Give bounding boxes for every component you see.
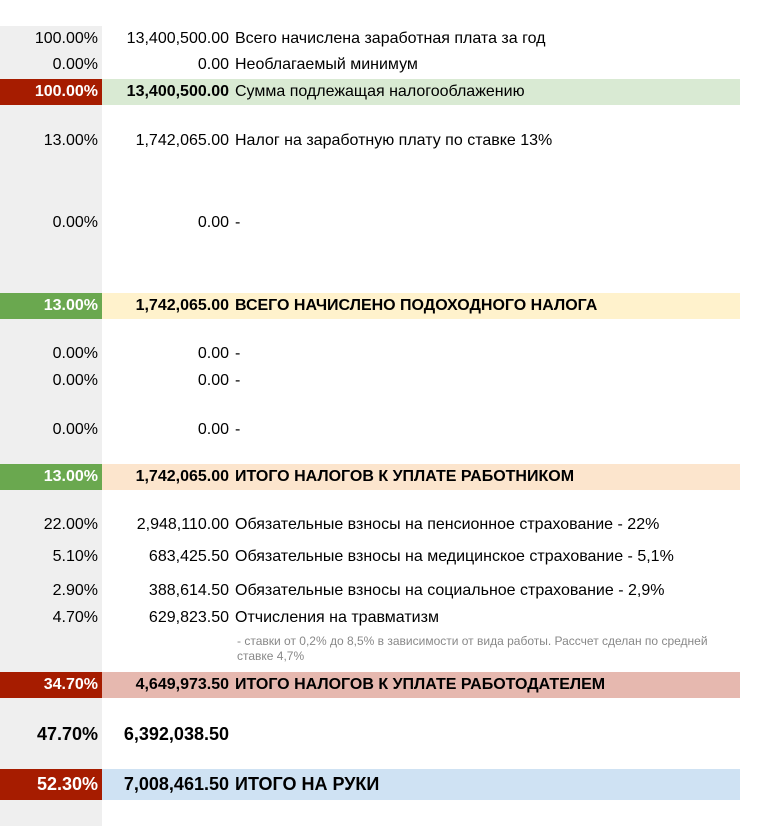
amount-cell: 7,008,461.50: [102, 769, 233, 800]
percent-cell: 100.00%: [34, 30, 98, 47]
row-empty-item: [0, 341, 740, 367]
amount-cell: 0.00: [197, 421, 229, 438]
label-cell: -: [235, 421, 241, 438]
label-cell: ИТОГО НА РУКИ: [233, 769, 740, 800]
row-empty-item: [0, 417, 740, 443]
percent-cell: 13.00%: [0, 293, 102, 319]
row-pension-contributions: [0, 512, 740, 538]
amount-cell: 0.00: [197, 372, 229, 389]
amount-cell: 683,425.50: [148, 548, 229, 565]
row-empty-item: [0, 210, 740, 236]
amount-cell: 0.00: [197, 345, 229, 362]
percent-cell: 22.00%: [43, 516, 98, 533]
row-tax-free-minimum: [0, 52, 740, 78]
label-cell: ИТОГО НАЛОГОВ К УПЛАТЕ РАБОТОДАТЕЛЕМ: [233, 672, 740, 698]
row-social-contributions: [0, 578, 740, 604]
amount-cell: 1,742,065.00: [102, 293, 233, 319]
row-total-income-tax: [0, 293, 740, 319]
row-taxable-sum: [0, 79, 740, 105]
percent-cell: 13.00%: [0, 464, 102, 490]
row-salary-tax-13: [0, 128, 740, 154]
percent-cell: 0.00%: [52, 214, 98, 231]
row-total-taxes: [0, 720, 740, 748]
amount-cell: 2,948,110.00: [136, 516, 229, 533]
percent-cell: 5.10%: [52, 548, 98, 565]
injury-rate-note: - ставки от 0,2% до 8,5% в зависимости от вида работы. Рассчет сделан по средней ставке 4,7%: [237, 634, 708, 663]
row-net-pay: [0, 769, 740, 800]
percent-cell: 52.30%: [0, 769, 102, 800]
amount-cell: 13,400,500.00: [102, 79, 233, 105]
row-gross-salary: [0, 26, 740, 52]
amount-cell: 388,614.50: [148, 582, 229, 599]
amount-cell: 13,400,500.00: [126, 30, 229, 47]
amount-cell: 0.00: [197, 214, 229, 231]
label-cell: Отчисления на травматизм: [235, 609, 439, 626]
percent-cell: 47.70%: [36, 723, 98, 744]
label-cell: [233, 720, 740, 748]
row-injury-contributions: [0, 605, 740, 631]
amount-cell: 629,823.50: [148, 609, 229, 626]
label-cell: Необлагаемый минимум: [235, 56, 418, 73]
label-cell: Обязательные взносы на медицинское страхование - 5,1%: [235, 548, 674, 565]
percent-cell: 0.00%: [52, 56, 98, 73]
label-cell: Сумма подлежащая налогооблажению: [233, 79, 740, 105]
row-empty-item: [0, 368, 740, 394]
amount-cell: 1,742,065.00: [102, 464, 233, 490]
percent-cell: 0.00%: [52, 421, 98, 438]
amount-cell: 0.00: [197, 56, 229, 73]
row-total-employer-taxes: [0, 672, 740, 698]
amount-cell: 4,649,973.50: [102, 672, 233, 698]
percent-cell: 2.90%: [52, 582, 98, 599]
label-cell: Обязательные взносы на социальное страхование - 2,9%: [235, 582, 665, 599]
percent-cell: 0.00%: [52, 345, 98, 362]
label-cell: -: [235, 345, 241, 362]
label-cell: Налог на заработную плату по ставке 13%: [235, 132, 553, 149]
row-total-employee-taxes: [0, 464, 740, 490]
label-cell: Всего начислена заработная плата за год: [235, 30, 546, 47]
percent-cell: 13.00%: [43, 132, 98, 149]
label-cell: ВСЕГО НАЧИСЛЕНО ПОДОХОДНОГО НАЛОГА: [233, 293, 740, 319]
percent-cell: 100.00%: [0, 79, 102, 105]
label-cell: -: [235, 372, 241, 389]
percent-cell: 0.00%: [52, 372, 98, 389]
row-medical-contributions: [0, 544, 740, 570]
amount-cell: 6,392,038.50: [123, 723, 229, 744]
amount-cell: 1,742,065.00: [135, 132, 229, 149]
percent-cell: 34.70%: [0, 672, 102, 698]
label-cell: -: [235, 214, 241, 231]
percent-cell: 4.70%: [52, 609, 98, 626]
label-cell: Обязательные взносы на пенсионное страхование - 22%: [235, 516, 660, 533]
label-cell: ИТОГО НАЛОГОВ К УПЛАТЕ РАБОТНИКОМ: [233, 464, 740, 490]
